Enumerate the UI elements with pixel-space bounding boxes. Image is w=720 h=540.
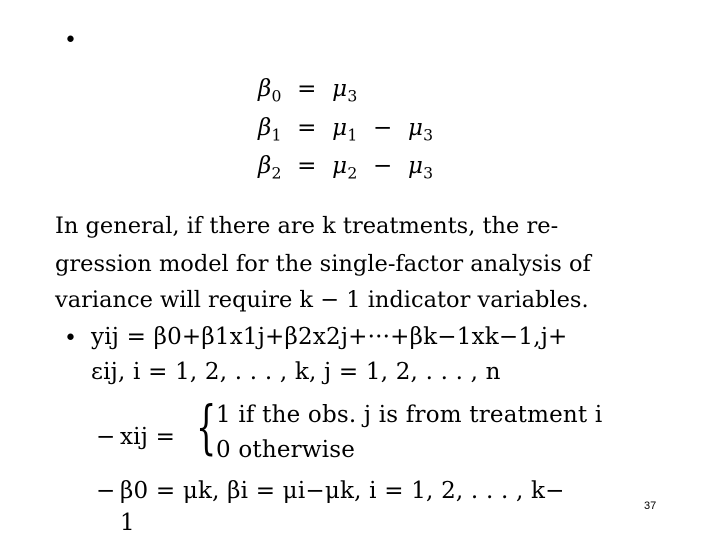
equation-beta2 xyxy=(258,153,433,182)
model-equation-line-2: εij, i = 1, 2, . . . , k, j = 1, 2, . . . , n xyxy=(91,359,501,385)
equation-beta1 xyxy=(258,115,433,144)
beta-def-dash: − xyxy=(96,478,116,504)
eq-lhs: β xyxy=(258,76,272,102)
eq-rhs2-sub: 3 xyxy=(423,125,434,145)
page-number: 37 xyxy=(644,500,657,512)
eq-op: − xyxy=(373,153,393,179)
eq-lhs: β xyxy=(258,153,272,179)
eq-rhs-sub: 2 xyxy=(347,163,358,183)
eq-sign: = xyxy=(297,115,317,141)
beta-def-line-2: 1 xyxy=(120,510,135,536)
indicator-case-1: 1 if the obs. j is from treatment i xyxy=(216,402,603,428)
indicator-lhs: xij = xyxy=(120,424,176,450)
top-bullet: • xyxy=(64,28,77,53)
paragraph-line-2: gression model for the single-factor analysis of xyxy=(55,251,591,277)
eq-lhs-sub: 2 xyxy=(271,163,282,183)
eq-lhs-sub: 0 xyxy=(271,86,282,106)
eq-lhs-sub: 1 xyxy=(271,125,282,145)
eq-sign: = xyxy=(297,153,317,179)
eq-rhs: μ xyxy=(332,76,348,102)
paragraph-line-1: In general, if there are k treatments, the re- xyxy=(55,213,559,239)
indicator-case-2: 0 otherwise xyxy=(216,437,356,463)
eq-rhs2: μ xyxy=(408,153,424,179)
paragraph-line-3: variance will require k − 1 indicator variables. xyxy=(55,287,589,313)
eq-rhs-sub: 1 xyxy=(347,125,358,145)
equation-beta0 xyxy=(258,76,357,105)
eq-rhs: μ xyxy=(332,153,348,179)
eq-rhs: μ xyxy=(332,115,348,141)
model-equation-line-1: yij = β0+β1x1j+β2x2j+···+βk−1xk−1,j+ xyxy=(91,324,568,350)
beta-def-line-1: β0 = μk, βi = μi−μk, i = 1, 2, . . . , k− xyxy=(120,478,565,504)
left-brace: { xyxy=(196,393,217,461)
model-bullet: • xyxy=(64,326,77,351)
eq-sign: = xyxy=(297,76,317,102)
eq-rhs-sub: 3 xyxy=(347,86,358,106)
eq-lhs: β xyxy=(258,115,272,141)
eq-rhs2-sub: 3 xyxy=(423,163,434,183)
eq-rhs2: μ xyxy=(408,115,424,141)
indicator-dash: − xyxy=(96,424,116,450)
eq-op: − xyxy=(373,115,393,141)
